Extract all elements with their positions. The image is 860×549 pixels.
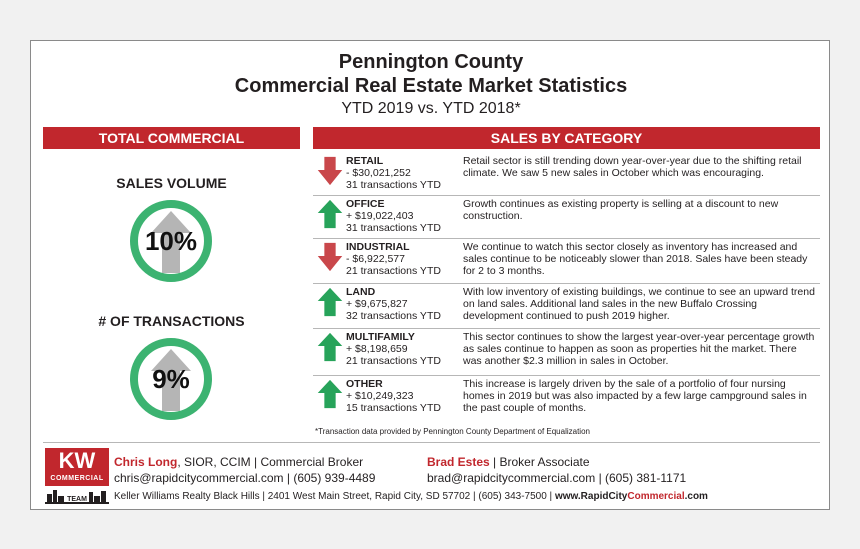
category-transactions: 21 transactions YTD bbox=[346, 265, 441, 277]
category-name: MULTIFAMILY bbox=[346, 331, 415, 343]
category-row-retail bbox=[313, 153, 820, 196]
agent1-contact: chris@rapidcitycommercial.com | (605) 939-4489 bbox=[114, 471, 376, 485]
transactions-value: 9% bbox=[152, 364, 190, 394]
up-arrow-icon bbox=[317, 331, 343, 363]
agent1-line bbox=[114, 455, 363, 470]
category-amount: + $9,675,827 bbox=[346, 298, 408, 310]
agent1-title: , SIOR, CCIM | Commercial Broker bbox=[177, 455, 364, 469]
sales-by-category-banner: SALES BY CATEGORY bbox=[313, 127, 820, 149]
category-amount: - $30,021,252 bbox=[346, 167, 411, 179]
category-row-land bbox=[313, 284, 820, 329]
category-row-multifamily bbox=[313, 329, 820, 376]
logo-commercial-text: COMMERCIAL bbox=[50, 475, 104, 482]
down-arrow-icon bbox=[317, 241, 343, 273]
website-link[interactable]: www.RapidCityCommercial.com bbox=[554, 491, 708, 502]
transactions-gauge bbox=[129, 337, 213, 421]
category-row-office bbox=[313, 196, 820, 239]
up-arrow-icon bbox=[317, 286, 343, 318]
category-transactions: 31 transactions YTD bbox=[346, 222, 441, 234]
footer-divider bbox=[43, 442, 820, 443]
up-arrow-icon bbox=[317, 198, 343, 230]
logo-team-text: TEAM bbox=[67, 496, 87, 503]
category-name: LAND bbox=[346, 286, 376, 298]
category-transactions: 21 transactions YTD bbox=[346, 355, 441, 367]
sales-volume-value: 10% bbox=[144, 226, 198, 256]
category-transactions: 32 transactions YTD bbox=[346, 310, 441, 322]
category-amount: + $8,198,659 bbox=[346, 343, 408, 355]
category-description: We continue to watch this sector closely as inventory has increased and sales continue to be noticeably slower than 2018. Sales have been steady for 2 to 3 months. bbox=[463, 241, 808, 277]
category-amount: - $6,922,577 bbox=[346, 253, 405, 265]
logo-kw-text: KW bbox=[58, 448, 96, 473]
down-arrow-icon bbox=[317, 155, 343, 187]
category-name: RETAIL bbox=[346, 155, 384, 167]
office-address: Keller Williams Realty Black Hills | 2401 West Main Street, Rapid City, SD 57702 | (605) 343-7500 | bbox=[114, 491, 555, 502]
category-row-industrial bbox=[313, 239, 820, 284]
category-description: Retail sector is still trending down year-over-year due to the shifting retail climate. We saw 5 new sales in October which was encouraging. bbox=[463, 155, 802, 179]
office-address-line bbox=[114, 491, 708, 502]
agent2-name: Brad Estes bbox=[427, 455, 490, 469]
category-name: OTHER bbox=[346, 378, 383, 390]
total-transactions-banner: TOTAL COMMERCIAL TRANSACTIONS bbox=[43, 127, 300, 149]
footnote: *Transaction data provided by Pennington County Department of Equalization bbox=[315, 427, 590, 436]
category-transactions: 15 transactions YTD bbox=[346, 402, 441, 414]
agent1-name: Chris Long bbox=[114, 455, 178, 469]
kw-commercial-logo bbox=[45, 448, 109, 506]
category-amount: + $19,022,403 bbox=[346, 210, 414, 222]
agent2-line bbox=[427, 455, 590, 470]
category-amount: + $10,249,323 bbox=[346, 390, 414, 402]
sales-volume-label: SALES VOLUME bbox=[116, 175, 227, 191]
page-title-line2: Commercial Real Estate Market Statistics bbox=[234, 75, 628, 97]
category-description: This increase is largely driven by the sale of a portfolio of four nursing homes in 2019 but was also impacted by a few large campground sales in the past couple of months. bbox=[463, 378, 807, 414]
category-name: OFFICE bbox=[346, 198, 385, 210]
page-title: Pennington County bbox=[338, 51, 524, 73]
skyline-icon bbox=[45, 488, 109, 506]
sales-volume-gauge bbox=[129, 199, 213, 283]
category-description: Growth continues as existing property is selling at a discount to new construction. bbox=[463, 198, 779, 222]
category-row-other bbox=[313, 376, 820, 422]
infographic-card bbox=[30, 40, 830, 510]
category-transactions: 31 transactions YTD bbox=[346, 179, 441, 191]
agent2-title: | Broker Associate bbox=[489, 455, 590, 469]
category-description: This sector continues to show the largest year-over-year percentage growth as sales continue to happen as soon as properties hit the market. There was another $2.3 million in sales in October. bbox=[463, 331, 815, 367]
page-subtitle: YTD 2019 vs. YTD 2018* bbox=[341, 100, 521, 117]
transactions-label: # OF TRANSACTIONS bbox=[98, 313, 245, 329]
up-arrow-icon bbox=[317, 378, 343, 410]
category-name: INDUSTRIAL bbox=[346, 241, 410, 253]
category-description: With low inventory of existing buildings, we continue to see an upward trend on land sales. Additional land sales in the new Buffalo Crossing development continued to push 2019 higher. bbox=[463, 286, 815, 322]
agent2-contact: brad@rapidcitycommercial.com | (605) 381-1171 bbox=[427, 471, 687, 485]
